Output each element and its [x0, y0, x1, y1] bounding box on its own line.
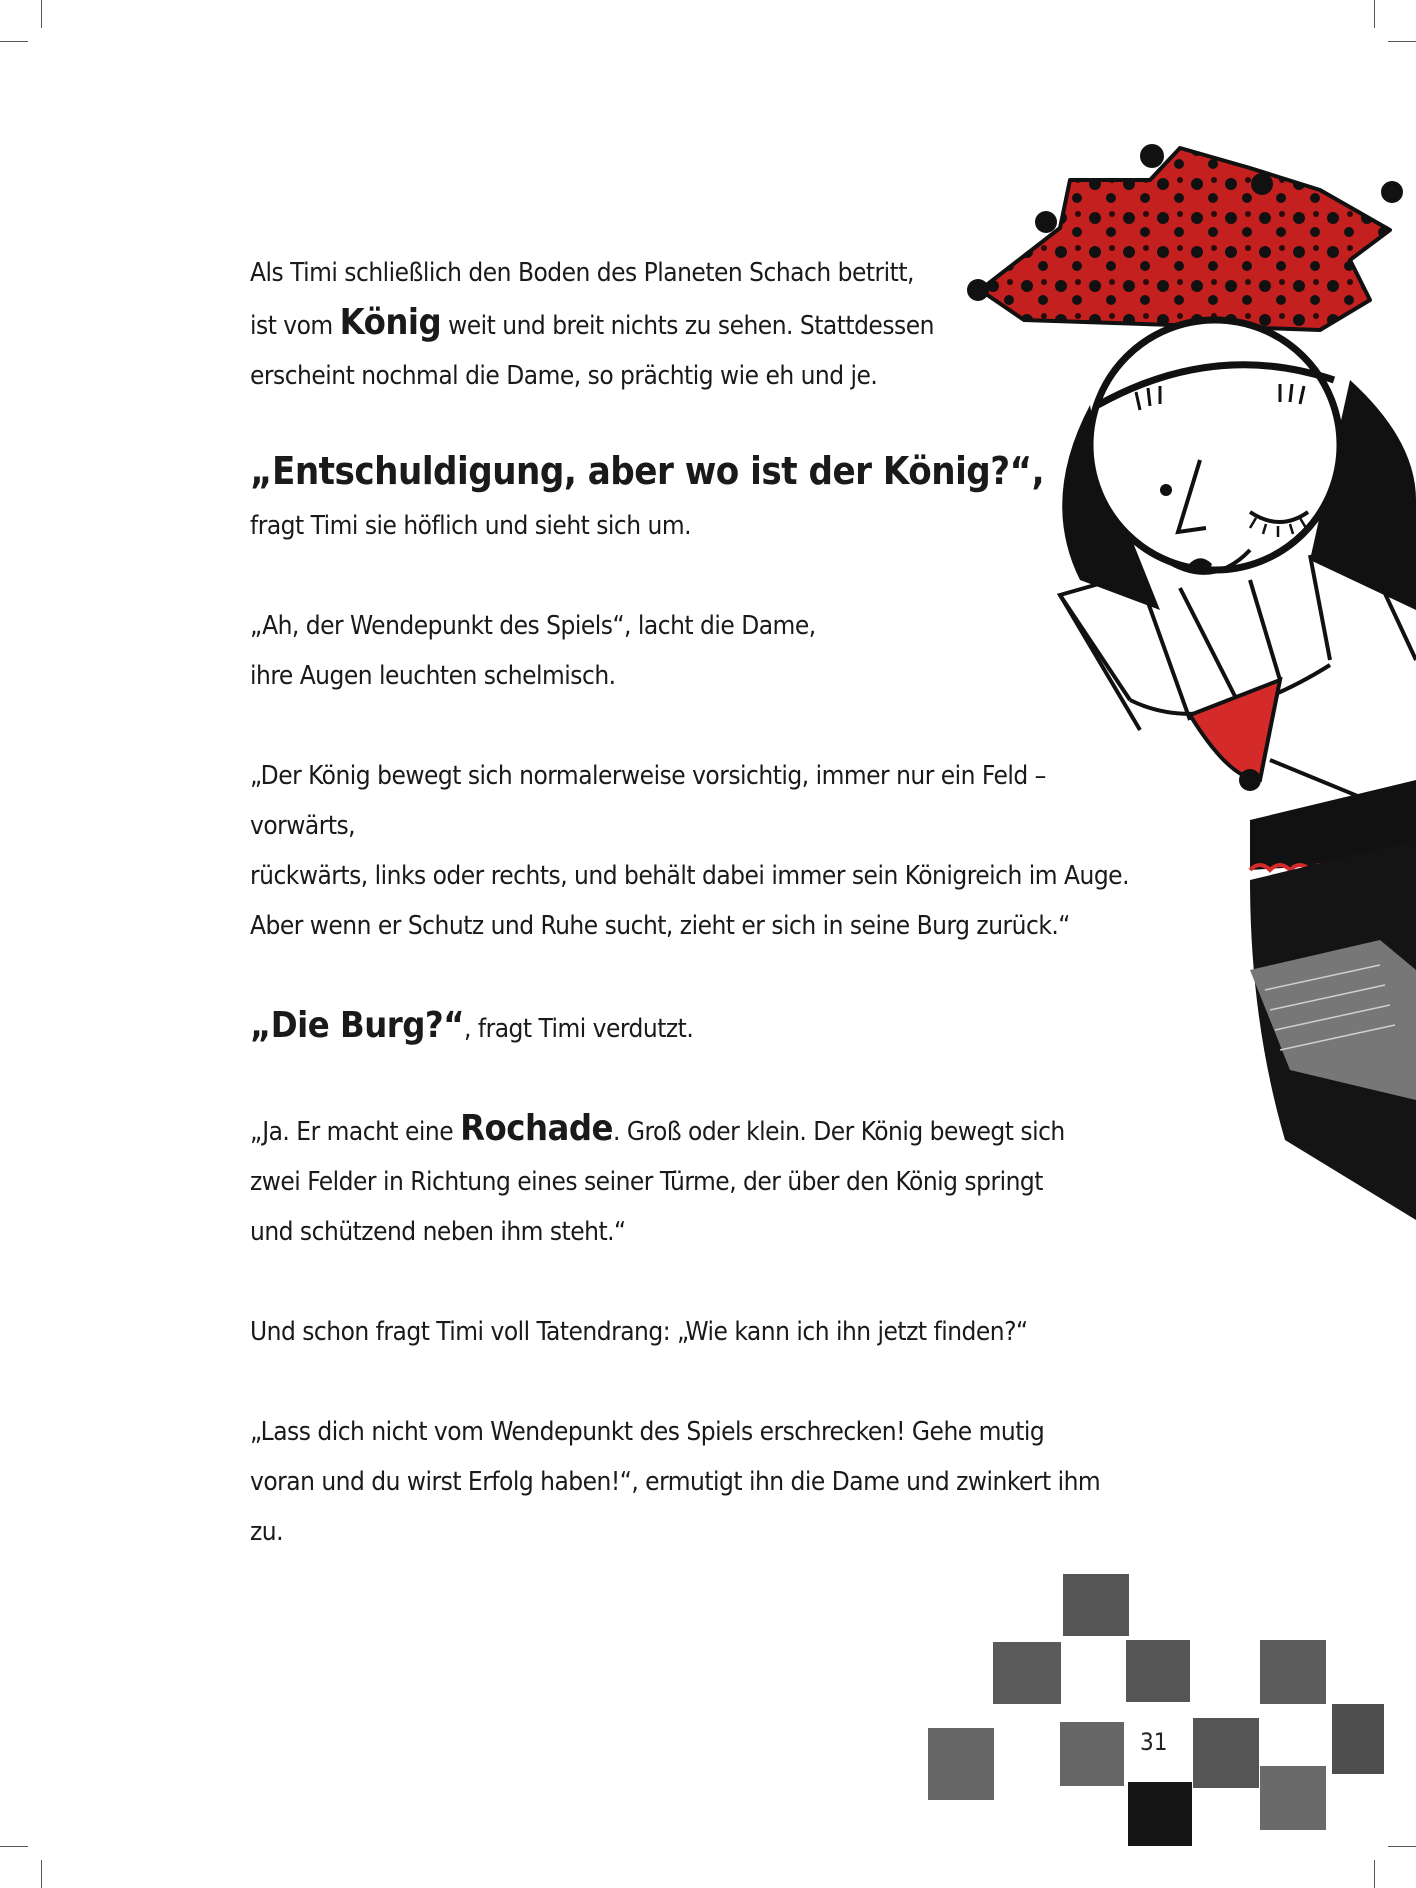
emphasis-burg: „Die Burg?“: [250, 1005, 464, 1046]
paragraph-8: [250, 1407, 1130, 1557]
checker-square: [928, 1728, 994, 1800]
crown-ball: [1251, 173, 1273, 195]
text-line: ihre Augen leuchten schelmisch.: [250, 661, 616, 691]
story-text: [250, 248, 1130, 1557]
crop-mark-bottom-right-h: [1388, 1846, 1416, 1847]
crop-mark-top-left-v: [41, 0, 42, 28]
text-line: „Ja. Er macht eine: [250, 1117, 461, 1147]
paragraph-6: [250, 1104, 1130, 1257]
crop-mark-bottom-right-v: [1374, 1860, 1375, 1888]
brooch: [1239, 769, 1261, 791]
text-line: , fragt Timi verdutzt.: [464, 1014, 694, 1044]
checker-square: [1128, 1782, 1192, 1846]
text-line: „Ah, der Wendepunkt des Spiels“, lacht die Dame,: [250, 611, 816, 641]
crop-mark-bottom-left-h: [0, 1846, 28, 1847]
text-line: Als Timi schließlich den Boden des Planeten Schach betritt,: [250, 258, 914, 288]
paragraph-2: [250, 443, 1130, 551]
text-line: „Der König bewegt sich normalerweise vorsichtig, immer nur ein Feld – vorwärts,: [250, 761, 1046, 841]
text-line: rückwärts, links oder rechts, und behält dabei immer sein Königreich im Auge.: [250, 861, 1129, 891]
checker-square: [1060, 1722, 1124, 1786]
headline-question: „Entschuldigung, aber wo ist der König?“,: [250, 449, 1045, 493]
text-line: und schützend neben ihm steht.“: [250, 1217, 626, 1247]
checker-square: [1332, 1704, 1384, 1774]
crown-ball: [1035, 211, 1057, 233]
crop-mark-top-right-v: [1374, 0, 1375, 28]
paragraph-4: [250, 751, 1130, 951]
emphasis-koenig: König: [339, 302, 442, 343]
paragraph-7: [250, 1307, 1130, 1357]
crown-ball: [1140, 144, 1164, 168]
text-line: zwei Felder in Richtung eines seiner Türme, der über den König springt: [250, 1167, 1043, 1197]
crown-ball: [1381, 181, 1403, 203]
checker-square: [1260, 1640, 1326, 1704]
checker-square: [1063, 1574, 1129, 1636]
text-line: . Groß oder klein. Der König bewegt sich: [613, 1117, 1065, 1147]
checker-square: [1260, 1766, 1326, 1830]
checkerboard-decoration: [920, 1570, 1390, 1850]
text-line: Aber wenn er Schutz und Ruhe sucht, zieht er sich in seine Burg zurück.“: [250, 911, 1070, 941]
text-line: Und schon fragt Timi voll Tatendrang: „Wie kann ich ihn jetzt finden?“: [250, 1317, 1028, 1347]
checker-square: [1193, 1718, 1259, 1788]
crop-mark-top-left-h: [0, 41, 28, 42]
page-number: 31: [1140, 1728, 1168, 1756]
text-line: ist vom: [250, 311, 340, 341]
text-line: weit und breit nichts zu sehen. Stattdessen: [441, 311, 934, 341]
paragraph-5: [250, 1001, 1130, 1054]
text-line: erscheint nochmal die Dame, so prächtig wie eh und je.: [250, 361, 878, 391]
crop-mark-bottom-left-v: [41, 1860, 42, 1888]
emphasis-rochade: Rochade: [460, 1108, 614, 1149]
eye: [1160, 484, 1172, 496]
text-line: fragt Timi sie höflich und sieht sich um.: [250, 511, 692, 541]
text-line: voran und du wirst Erfolg haben!“, ermutigt ihn die Dame und zwinkert ihm zu.: [250, 1467, 1101, 1547]
paragraph-3: [250, 601, 1130, 701]
crop-mark-top-right-h: [1388, 41, 1416, 42]
checker-square: [1126, 1640, 1190, 1702]
text-line: „Lass dich nicht vom Wendepunkt des Spiels erschrecken! Gehe mutig: [250, 1417, 1045, 1447]
checker-square: [993, 1642, 1061, 1704]
paragraph-1: [250, 248, 1130, 401]
